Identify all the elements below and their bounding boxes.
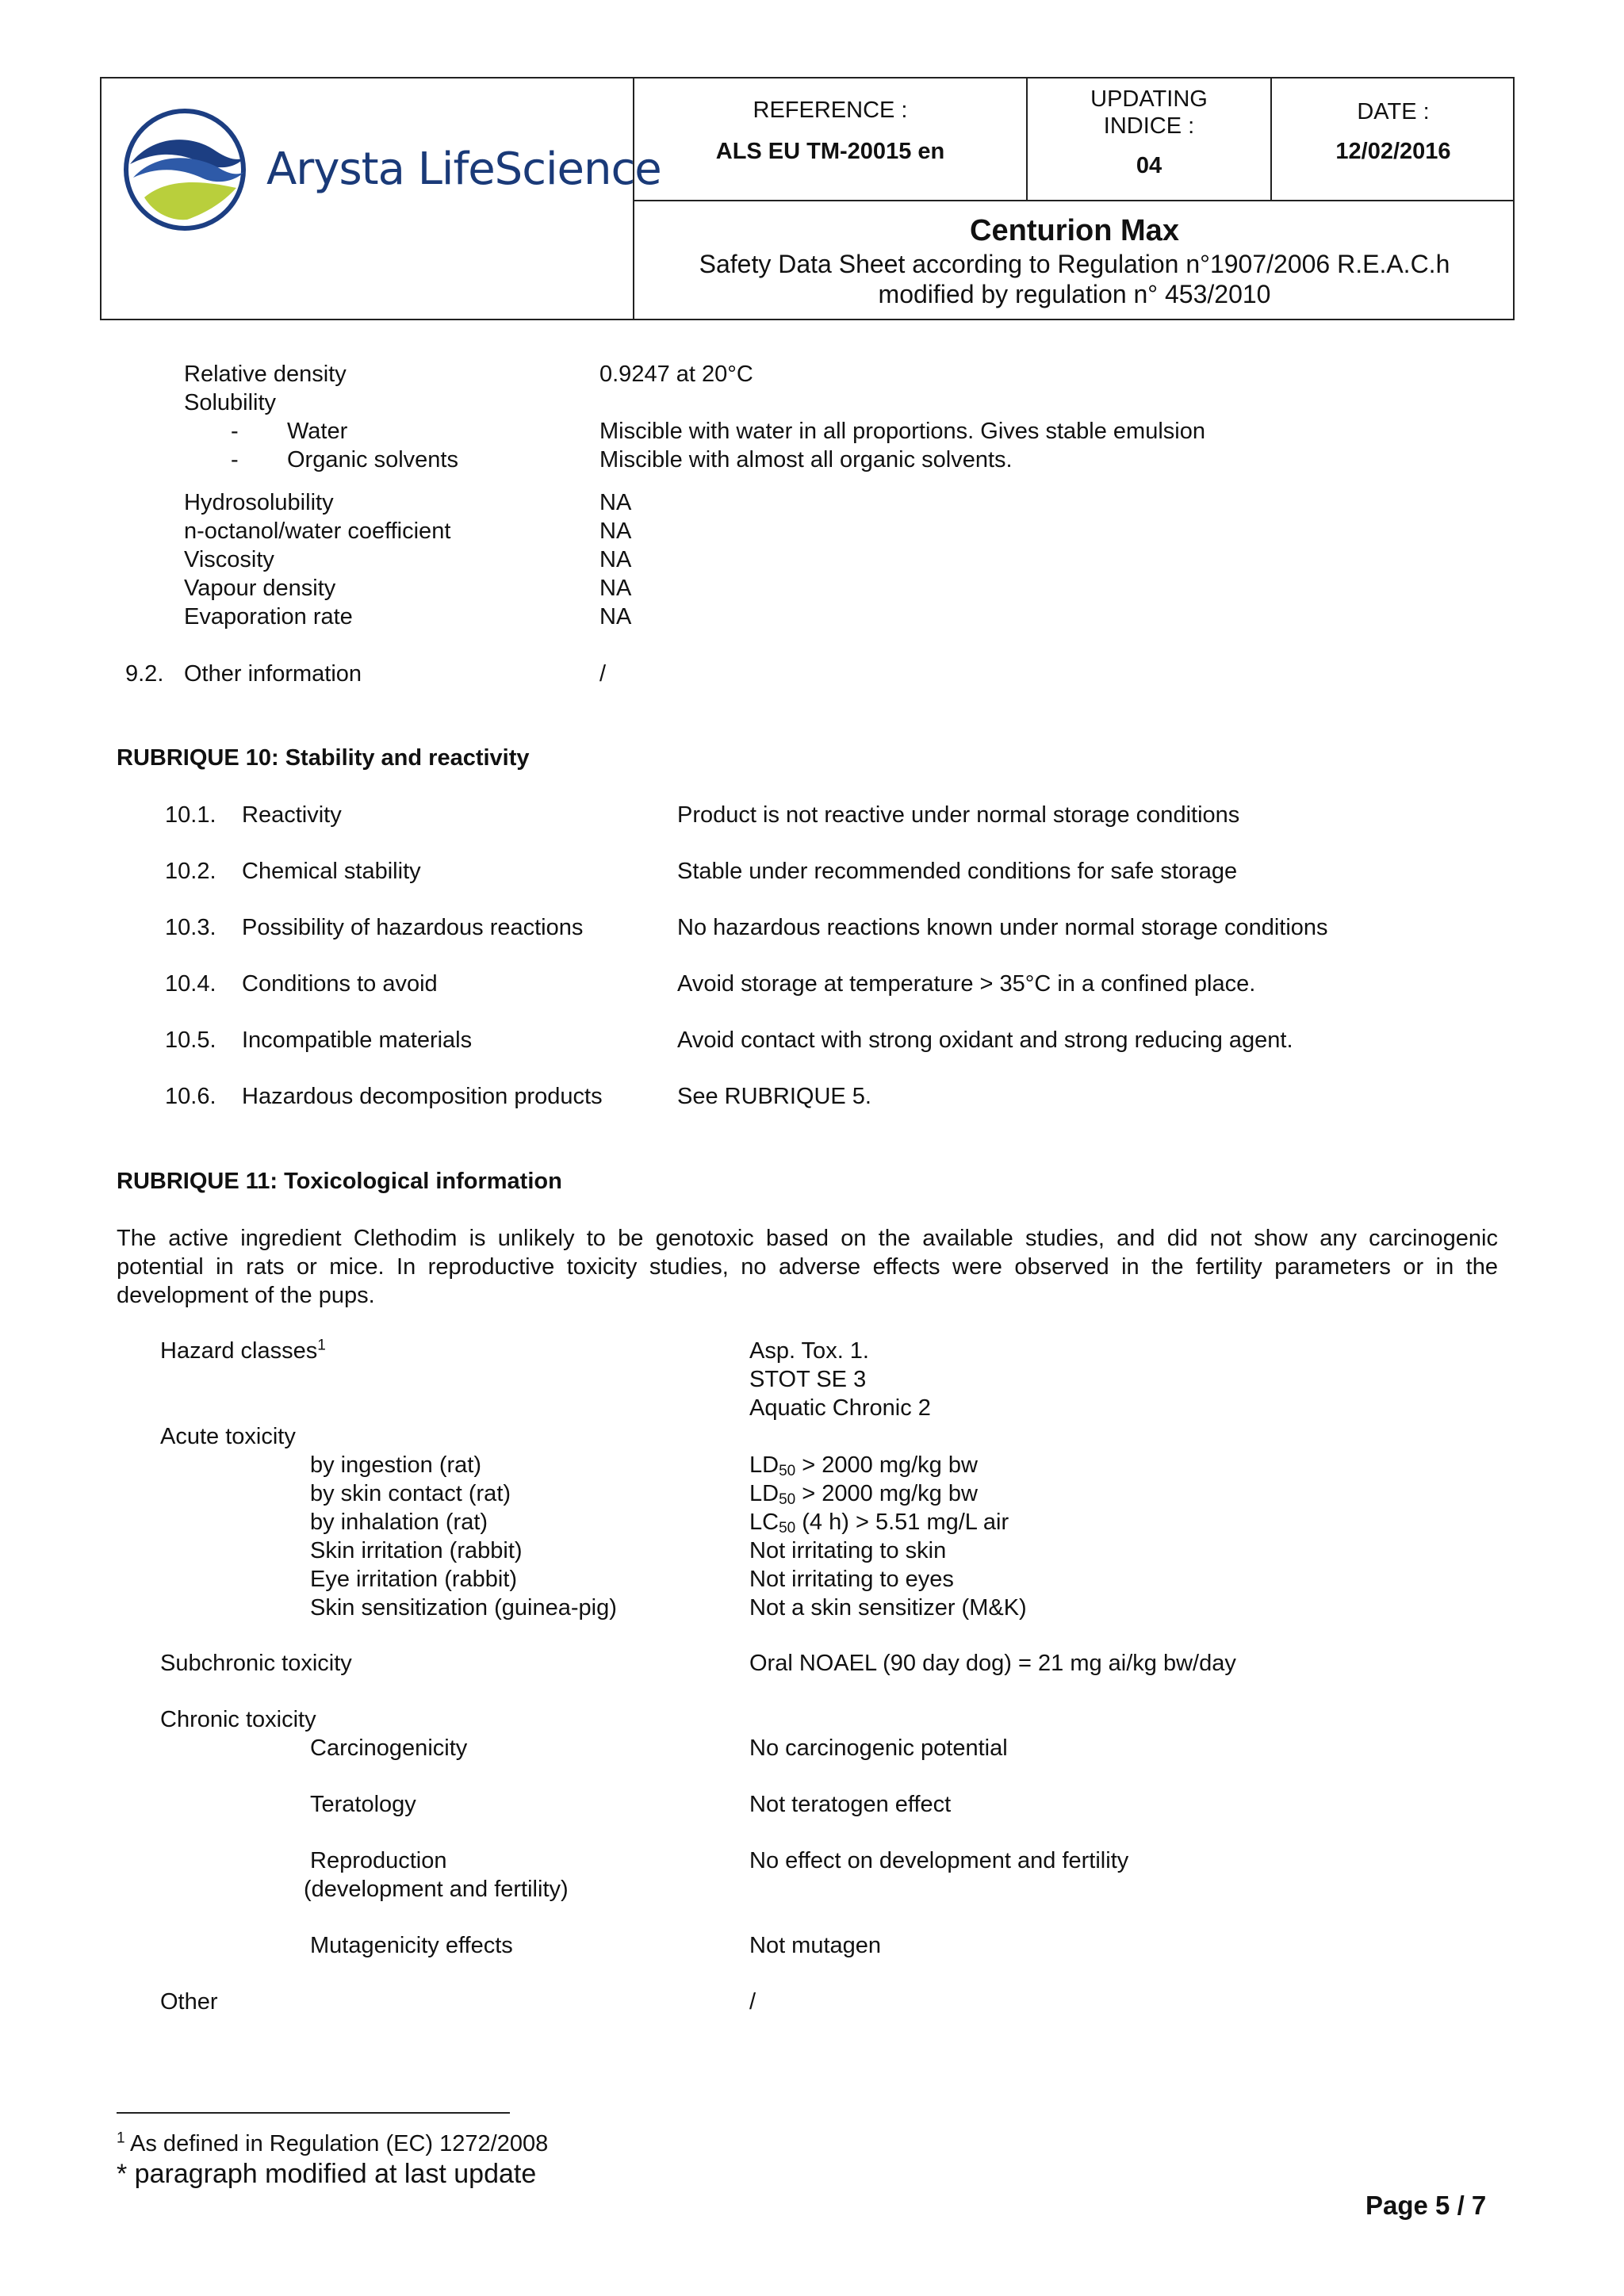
water-label: Water xyxy=(287,419,348,444)
product-name: Centurion Max xyxy=(970,214,1179,247)
intro-line: potential in rats or mice. In reproductive toxicity studies, no adverse effects were observed in the fertility parameters or in the xyxy=(117,1254,1498,1280)
carcinogenicity-value: No carcinogenic potential xyxy=(749,1735,1008,1761)
sds-regulation-line2: modified by regulation n° 453/2010 xyxy=(878,280,1271,308)
reproduction-value: No effect on development and fertility xyxy=(749,1848,1129,1873)
viscosity-label: Viscosity xyxy=(184,547,274,572)
hazard-classes-text: Hazard classes xyxy=(160,1338,318,1364)
r10-item-num: 10.3. xyxy=(165,915,216,940)
hazard-value: Aquatic Chronic 2 xyxy=(749,1395,931,1421)
r10-item-label: Incompatible materials xyxy=(242,1027,473,1053)
footnote-divider xyxy=(117,2112,510,2114)
vapour-density-value: NA xyxy=(599,576,632,601)
subscript: 50 xyxy=(779,1520,796,1536)
reproduction-sublabel: (development and fertility) xyxy=(304,1877,569,1902)
r10-item-value: Stable under recommended conditions for safe storage xyxy=(677,859,1238,884)
r10-item-value: Avoid storage at temperature > 35°C in a confined place. xyxy=(677,971,1256,997)
intro-line: development of the pups. xyxy=(117,1283,375,1308)
footnote-number: 1 xyxy=(117,2130,125,2147)
footnote-ref: 1 xyxy=(317,1337,326,1354)
subchronic-label: Subchronic toxicity xyxy=(160,1651,352,1676)
updating-label-line2: INDICE : xyxy=(1103,113,1195,139)
r10-item-num: 10.1. xyxy=(165,802,216,828)
reference-label: REFERENCE : xyxy=(753,98,908,123)
r10-item-label: Conditions to avoid xyxy=(242,971,438,997)
company-logo xyxy=(117,102,661,237)
reproduction-label: Reproduction xyxy=(310,1848,447,1873)
company-name: Arysta LifeScience xyxy=(266,144,661,195)
logo-emblem-icon xyxy=(117,102,252,237)
inhalation-value xyxy=(749,1508,1009,1540)
organic-dash: - xyxy=(231,447,239,473)
acute-toxicity-label: Acute toxicity xyxy=(160,1424,296,1449)
updating-value: 04 xyxy=(1136,153,1162,178)
section-11-heading: RUBRIQUE 11: Toxicological information xyxy=(117,1169,562,1194)
skin-contact-label: by skin contact (rat) xyxy=(310,1481,511,1506)
eye-irritation-label: Eye irritation (rabbit) xyxy=(310,1567,518,1592)
lc-prefix: LC xyxy=(749,1510,779,1535)
section-10-heading: RUBRIQUE 10: Stability and reactivity xyxy=(117,745,530,771)
hydrosolubility-value: NA xyxy=(599,490,632,515)
r10-item-value: Product is not reactive under normal storage conditions xyxy=(677,802,1240,828)
other-info-label: Other information xyxy=(184,661,362,687)
updating-label-line1: UPDATING xyxy=(1090,86,1208,112)
r10-item-value: See RUBRIQUE 5. xyxy=(677,1084,871,1109)
ingestion-value xyxy=(749,1451,978,1483)
evaporation-rate-label: Evaporation rate xyxy=(184,604,353,629)
relative-density-label: Relative density xyxy=(184,362,347,387)
r10-item-label: Hazardous decomposition products xyxy=(242,1084,603,1109)
r10-item-value: No hazardous reactions known under normal storage conditions xyxy=(677,915,1328,940)
other-info-number: 9.2. xyxy=(125,661,164,687)
r10-item-num: 10.6. xyxy=(165,1084,216,1109)
viscosity-value: NA xyxy=(599,547,632,572)
organic-solvents-label: Organic solvents xyxy=(287,447,458,473)
other-label: Other xyxy=(160,1989,218,2015)
hazard-value: Asp. Tox. 1. xyxy=(749,1338,869,1364)
chronic-label: Chronic toxicity xyxy=(160,1707,316,1732)
other-info-value: / xyxy=(599,661,607,687)
evaporation-rate-value: NA xyxy=(599,604,632,629)
mutagenicity-label: Mutagenicity effects xyxy=(310,1933,513,1958)
octanol-label: n-octanol/water coefficient xyxy=(184,519,451,544)
hazard-value: STOT SE 3 xyxy=(749,1367,867,1392)
date-value: 12/02/2016 xyxy=(1335,139,1451,164)
footnote xyxy=(117,2130,548,2158)
teratology-label: Teratology xyxy=(310,1792,416,1817)
r10-item-num: 10.5. xyxy=(165,1027,216,1053)
organic-solvents-value: Miscible with almost all organic solvents. xyxy=(599,447,1013,473)
r10-item-label: Possibility of hazardous reactions xyxy=(242,915,584,940)
vapour-density-label: Vapour density xyxy=(184,576,336,601)
lc-rest: (4 h) > 5.51 mg/L air xyxy=(795,1510,1009,1535)
r10-item-num: 10.4. xyxy=(165,971,216,997)
reference-value: ALS EU TM-20015 en xyxy=(715,139,945,164)
subchronic-value: Oral NOAEL (90 day dog) = 21 mg ai/kg bw/day xyxy=(749,1651,1236,1676)
eye-irritation-value: Not irritating to eyes xyxy=(749,1567,954,1592)
subscript: 50 xyxy=(779,1491,796,1508)
octanol-value: NA xyxy=(599,519,632,544)
footnote-text: As defined in Regulation (EC) 1272/2008 xyxy=(124,2131,549,2156)
header-table xyxy=(100,77,1515,320)
mutagenicity-value: Not mutagen xyxy=(749,1933,882,1958)
carcinogenicity-label: Carcinogenicity xyxy=(310,1735,468,1761)
ld-prefix: LD xyxy=(749,1452,779,1478)
other-value: / xyxy=(749,1989,756,2015)
skin-irritation-label: Skin irritation (rabbit) xyxy=(310,1538,523,1563)
skin-contact-value xyxy=(749,1479,978,1511)
relative-density-value: 0.9247 at 20°C xyxy=(599,362,753,387)
sensitization-value: Not a skin sensitizer (M&K) xyxy=(749,1595,1027,1621)
inhalation-label: by inhalation (rat) xyxy=(310,1510,488,1535)
r10-item-label: Reactivity xyxy=(242,802,342,828)
r10-item-value: Avoid contact with strong oxidant and strong reducing agent. xyxy=(677,1027,1293,1053)
ld-rest: > 2000 mg/kg bw xyxy=(795,1452,978,1478)
teratology-value: Not teratogen effect xyxy=(749,1792,952,1817)
page-number: Page 5 / 7 xyxy=(1365,2191,1487,2220)
r10-item-label: Chemical stability xyxy=(242,859,421,884)
intro-line: The active ingredient Clethodim is unlikely to be genotoxic based on the available studies, and did not show any carcinogenic xyxy=(117,1226,1498,1251)
ld-rest: > 2000 mg/kg bw xyxy=(795,1481,978,1506)
ld-prefix: LD xyxy=(749,1481,779,1506)
sensitization-label: Skin sensitization (guinea-pig) xyxy=(310,1595,617,1621)
ingestion-label: by ingestion (rat) xyxy=(310,1452,481,1478)
water-value: Miscible with water in all proportions. Gives stable emulsion xyxy=(599,419,1205,444)
modified-note: * paragraph modified at last update xyxy=(117,2159,537,2189)
solubility-label: Solubility xyxy=(184,390,277,415)
skin-irritation-value: Not irritating to skin xyxy=(749,1538,947,1563)
hazard-classes-label xyxy=(160,1337,326,1365)
r10-item-num: 10.2. xyxy=(165,859,216,884)
r11-intro-paragraph xyxy=(117,1224,1498,1310)
date-label: DATE : xyxy=(1357,99,1430,124)
water-dash: - xyxy=(231,419,239,444)
subscript: 50 xyxy=(779,1463,796,1479)
sds-regulation-line1: Safety Data Sheet according to Regulation n°1907/2006 R.E.A.C.h xyxy=(699,250,1450,278)
hydrosolubility-label: Hydrosolubility xyxy=(184,490,334,515)
